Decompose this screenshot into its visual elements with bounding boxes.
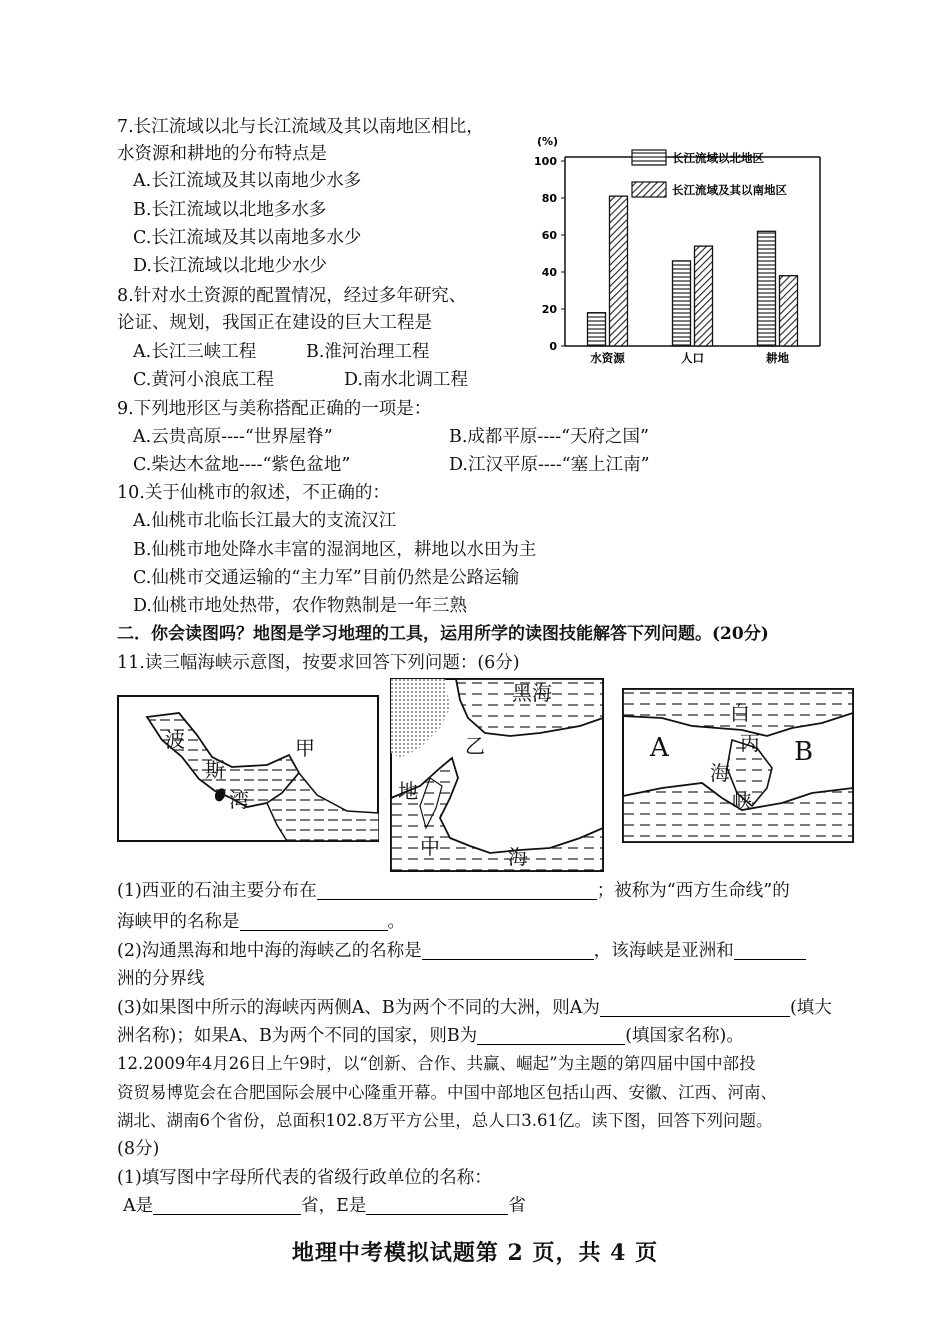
map3-label-3: 海: [710, 761, 730, 785]
q11-p3-text-d: (填国家名称)。: [625, 1026, 744, 1046]
q9-option-c: C.柴达木盆地----“紫色盆地”: [133, 455, 351, 475]
q10-option-a: A.仙桃市北临长江最大的支流汉江: [133, 511, 397, 531]
map-turkish-straits: [390, 678, 604, 872]
q12-p1-text-a: A是: [123, 1196, 154, 1216]
q11-p1-text-b: ；被称为“西方生命线”的: [596, 881, 790, 901]
bar-1-2: [673, 261, 691, 346]
q11-p1-text-c: 海峡甲的名称是: [117, 912, 240, 932]
q8-stem-line2: 论证、规划，我国正在建设的巨大工程是: [117, 313, 432, 333]
q11-part2-line2: 洲的分界线: [117, 969, 205, 989]
q12-p1-text-c: 省: [508, 1196, 526, 1216]
map2-label-5: 海: [508, 845, 528, 869]
map1-label-2: 斯: [205, 758, 225, 782]
map1-label-1: 波: [165, 728, 185, 752]
y-tick-label: 60: [541, 229, 557, 242]
q10-option-c: C.仙桃市交通运输的“主力军”目前仍然是公路运输: [133, 568, 520, 588]
map3-label-2: 丙: [740, 731, 760, 755]
legend-swatch-2: [632, 182, 666, 197]
q7-option-d: D.长江流域以北地少水少: [133, 256, 327, 276]
q11-p3-text-a: (3)如果图中所示的海峡丙两侧A、B为两个不同的大洲，则A为: [117, 998, 600, 1018]
q8-option-d: D.南水北调工程: [344, 370, 468, 390]
x-tick-label: 水资源: [590, 351, 625, 365]
q10-option-d: D.仙桃市地处热带，农作物熟制是一年三熟: [133, 596, 467, 616]
q11-p3-text-b: (填大: [789, 998, 832, 1018]
q11-part2-line1: [117, 938, 806, 964]
q9-option-a: A.云贵高原----“世界屋脊”: [133, 427, 333, 447]
bar-2-2: [695, 246, 713, 346]
q11-p2-text-a: (2)沟通黑海和地中海的海峡乙的名称是: [117, 941, 422, 961]
bar-2-3: [780, 276, 798, 346]
q12-line1: 12.2009年4月26日上午9时，以“创新、合作、共赢、崛起”为主题的第四届中国中部投: [117, 1054, 756, 1073]
q12-p1-text-b: 省，E是: [301, 1196, 367, 1216]
map3-label-4: 峡: [732, 789, 752, 813]
q11-part3-line2: [117, 1023, 744, 1049]
q7-stem-line2: 水资源和耕地的分布特点是: [117, 144, 327, 164]
map2-label-4: 中: [420, 835, 440, 859]
map3-label-b: B: [794, 737, 814, 767]
q11-part1-line1: [117, 878, 790, 904]
q9-stem: 9.下列地形区与美称搭配正确的一项是：: [117, 399, 432, 419]
q11-stem: 11.读三幅海峡示意图，按要求回答下列问题：(6分): [117, 653, 520, 673]
map2-label-1: 黑海: [512, 681, 552, 705]
q7-option-c: C.长江流域及其以南地多水少: [133, 228, 362, 248]
q10-option-b: B.仙桃市地处降水丰富的湿润地区，耕地以水田为主: [133, 540, 537, 560]
map3-label-a: A: [650, 733, 669, 763]
y-tick-label: 100: [534, 155, 557, 168]
q12-line4: (8分): [117, 1139, 160, 1159]
legend-swatch-1: [632, 150, 666, 165]
q12-line3: 湖北、湖南6个省份，总面积102.8万平方公里，总人口3.61亿。读下图，回答下列问题。: [117, 1111, 773, 1130]
q12-line2: 资贸易博览会在合肥国际会展中心隆重开幕。中国中部地区包括山西、安徽、江西、河南、: [117, 1083, 777, 1102]
map3-label-1: 白: [730, 701, 750, 725]
bar-1-3: [758, 231, 776, 346]
y-tick-label: 40: [541, 266, 557, 279]
q11-p2-blank-2[interactable]: [734, 941, 806, 960]
legend-label-1: 长江流域以北地区: [672, 151, 764, 165]
bar-1-1: [588, 313, 606, 346]
q9-option-b: B.成都平原----“天府之国”: [449, 427, 649, 447]
q10-stem: 10.关于仙桃市的叙述，不正确的：: [117, 483, 390, 503]
q8-option-c: C.黄河小浪底工程: [133, 370, 274, 390]
map-bering-strait: [622, 688, 854, 843]
q11-p1-blank-1[interactable]: [317, 881, 597, 900]
q11-p2-text-b: ，该海峡是亚洲和: [593, 941, 734, 961]
q8-option-a: A.长江三峡工程: [133, 342, 257, 362]
q12-part1: (1)填写图中字母所代表的省级行政单位的名称：: [117, 1168, 492, 1188]
q7-stem-line1: 7.长江流域以北与长江流域及其以南地区相比，: [117, 117, 484, 137]
bar-2-1: [610, 196, 628, 346]
page-footer: 地理中考模拟试题第 2 页，共 4 页: [291, 1240, 659, 1266]
map2-label-2: 乙: [465, 734, 485, 758]
y-tick-label: 0: [549, 340, 557, 353]
x-tick-label: 耕地: [766, 351, 789, 365]
q8-option-b: B.淮河治理工程: [306, 342, 430, 362]
q12-part1-answers: [123, 1193, 526, 1219]
legend-label-2: 长江流域及其以南地区: [672, 183, 787, 197]
map1-label-4: 甲: [295, 736, 315, 760]
y-unit-label: (%): [537, 135, 559, 148]
q7-option-b: B.长江流域以北地多水多: [133, 200, 327, 220]
y-tick-label: 80: [541, 192, 557, 205]
map1-label-3: 湾: [229, 788, 249, 812]
q11-p3-blank-2[interactable]: [477, 1026, 625, 1045]
q11-p3-blank-1[interactable]: [600, 998, 790, 1017]
q11-p1-text-a: (1)西亚的石油主要分布在: [117, 881, 317, 901]
map-persian-gulf: [117, 695, 379, 842]
q9-option-d: D.江汉平原----“塞上江南”: [449, 455, 650, 475]
x-tick-label: 人口: [681, 351, 704, 365]
q12-blank-a[interactable]: [153, 1196, 301, 1215]
q12-blank-e[interactable]: [366, 1196, 508, 1215]
y-tick-label: 20: [541, 303, 557, 316]
q11-p1-text-d: 。: [387, 912, 405, 932]
q11-p3-text-c: 洲名称)；如果A、B为两个不同的国家，则B为: [117, 1026, 478, 1046]
q11-part3-line1: [117, 995, 832, 1021]
bar-chart: [520, 128, 830, 378]
map2-label-3: 地: [398, 779, 418, 803]
section2-heading: 二．你会读图吗？地图是学习地理的工具，运用所学的读图技能解答下列问题。(20分): [117, 624, 769, 644]
q7-option-a: A.长江流域及其以南地少水多: [133, 171, 362, 191]
q8-stem-line1: 8.针对水土资源的配置情况，经过多年研究、: [117, 286, 467, 306]
q11-part1-line2: [117, 909, 405, 935]
q11-p2-blank-1[interactable]: [422, 941, 594, 960]
q11-p1-blank-2[interactable]: [240, 912, 388, 931]
